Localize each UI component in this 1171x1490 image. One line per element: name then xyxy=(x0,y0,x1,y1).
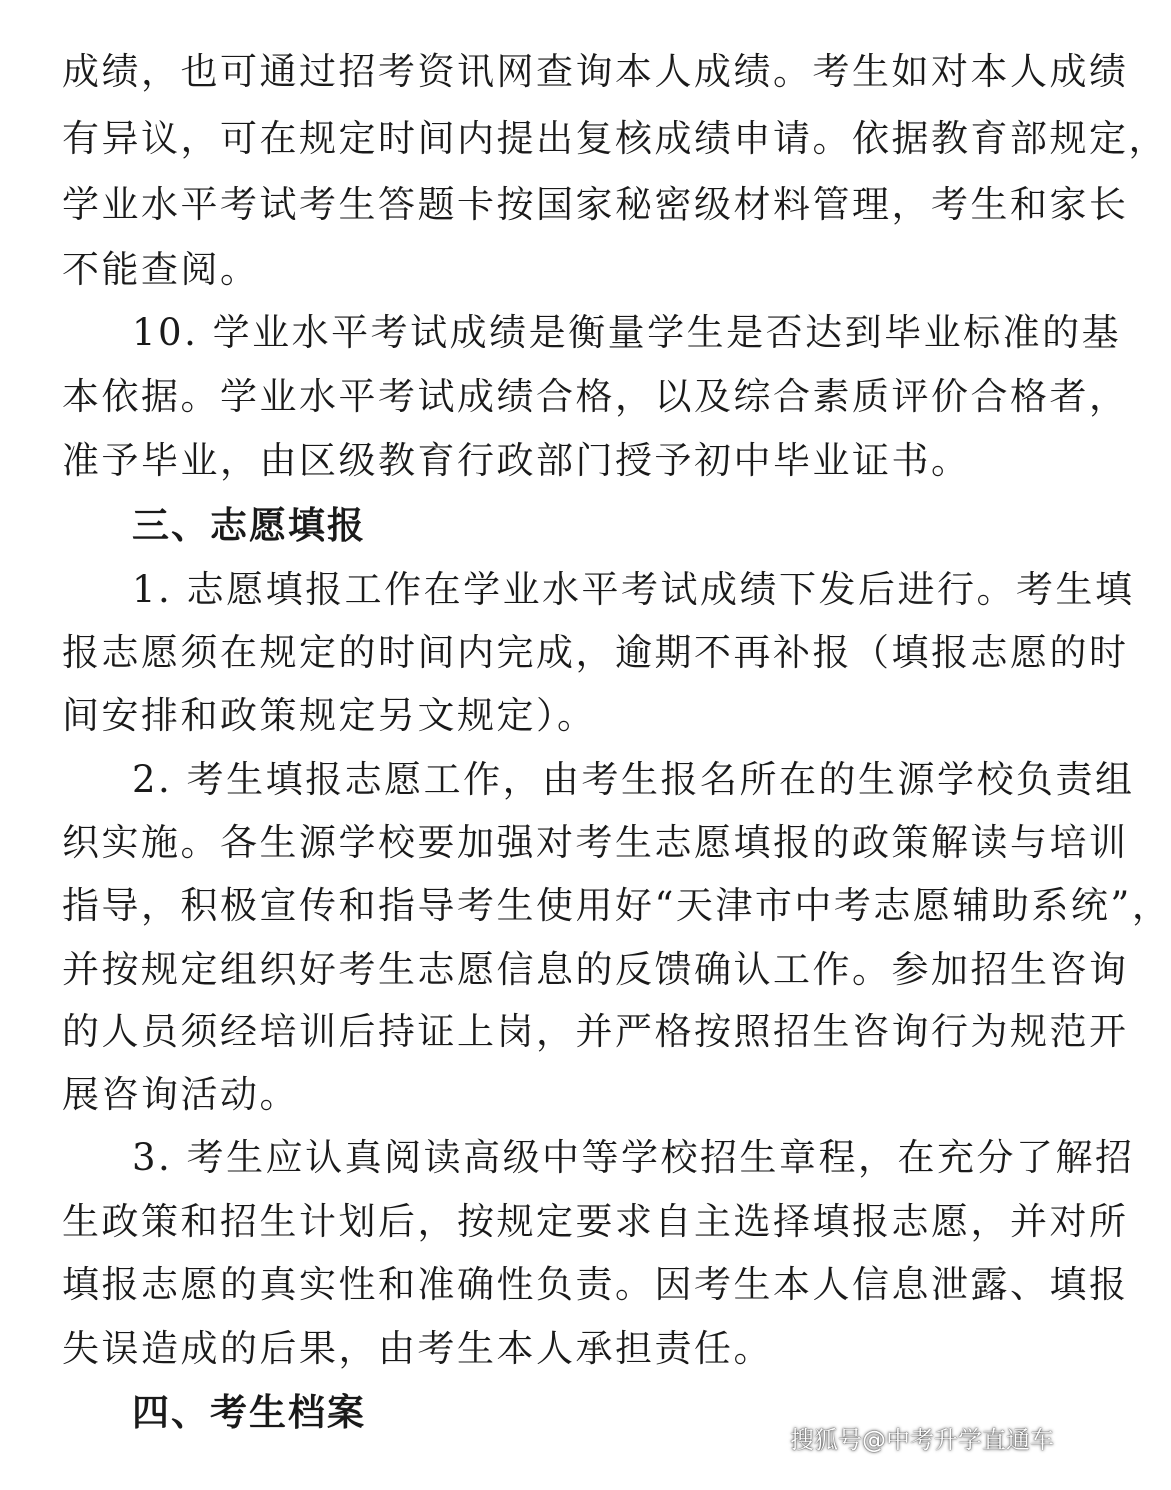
paragraph-line: 1. 志愿填报工作在学业水平考试成绩下发后进行。考生填 xyxy=(132,568,1135,611)
paragraph-line: 不能查阅。 xyxy=(62,248,260,291)
section-heading: 三、志愿填报 xyxy=(132,504,366,547)
paragraph-line: 织实施。各生源学校要加强对考生志愿填报的政策解读与培训 xyxy=(62,821,1129,864)
paragraph-line: 间安排和政策规定另文规定）。 xyxy=(62,694,597,737)
paragraph-line: 并按规定组织好考生志愿信息的反馈确认工作。参加招生咨询 xyxy=(62,948,1129,991)
paragraph-line: 报志愿须在规定的时间内完成，逾期不再补报（填报志愿的时 xyxy=(62,631,1129,674)
paragraph-line: 失误造成的后果，由考生本人承担责任。 xyxy=(62,1327,773,1370)
paragraph-line: 展咨询活动。 xyxy=(62,1073,299,1116)
paragraph-line: 有异议，可在规定时间内提出复核成绩申请。依据教育部规定， xyxy=(62,117,1168,160)
paragraph-line: 本依据。学业水平考试成绩合格，以及综合素质评价合格者， xyxy=(62,375,1129,418)
section-heading: 四、考生档案 xyxy=(132,1391,366,1434)
paragraph-line: 10. 学业水平考试成绩是衡量学生是否达到毕业标准的基 xyxy=(132,311,1122,354)
paragraph-line: 成绩，也可通过招考资讯网查询本人成绩。考生如对本人成绩 xyxy=(62,50,1129,93)
watermark: 搜狐号@中考升学直通车 xyxy=(790,1426,1054,1454)
paragraph-line: 填报志愿的真实性和准确性负责。因考生本人信息泄露、填报 xyxy=(62,1263,1129,1306)
paragraph-line: 的人员须经培训后持证上岗，并严格按照招生咨询行为规范开 xyxy=(62,1010,1129,1053)
paragraph-line: 学业水平考试考生答题卡按国家秘密级材料管理，考生和家长 xyxy=(62,183,1129,226)
paragraph-line: 3. 考生应认真阅读高级中等学校招生章程，在充分了解招 xyxy=(132,1136,1135,1179)
paragraph-line: 生政策和招生计划后，按规定要求自主选择填报志愿，并对所 xyxy=(62,1200,1129,1243)
paragraph-line: 指导，积极宣传和指导考生使用好“天津市中考志愿辅助系统”， xyxy=(62,884,1171,927)
paragraph-line: 准予毕业，由区级教育行政部门授予初中毕业证书。 xyxy=(62,439,971,482)
paragraph-line: 2. 考生填报志愿工作，由考生报名所在的生源学校负责组 xyxy=(132,758,1135,801)
